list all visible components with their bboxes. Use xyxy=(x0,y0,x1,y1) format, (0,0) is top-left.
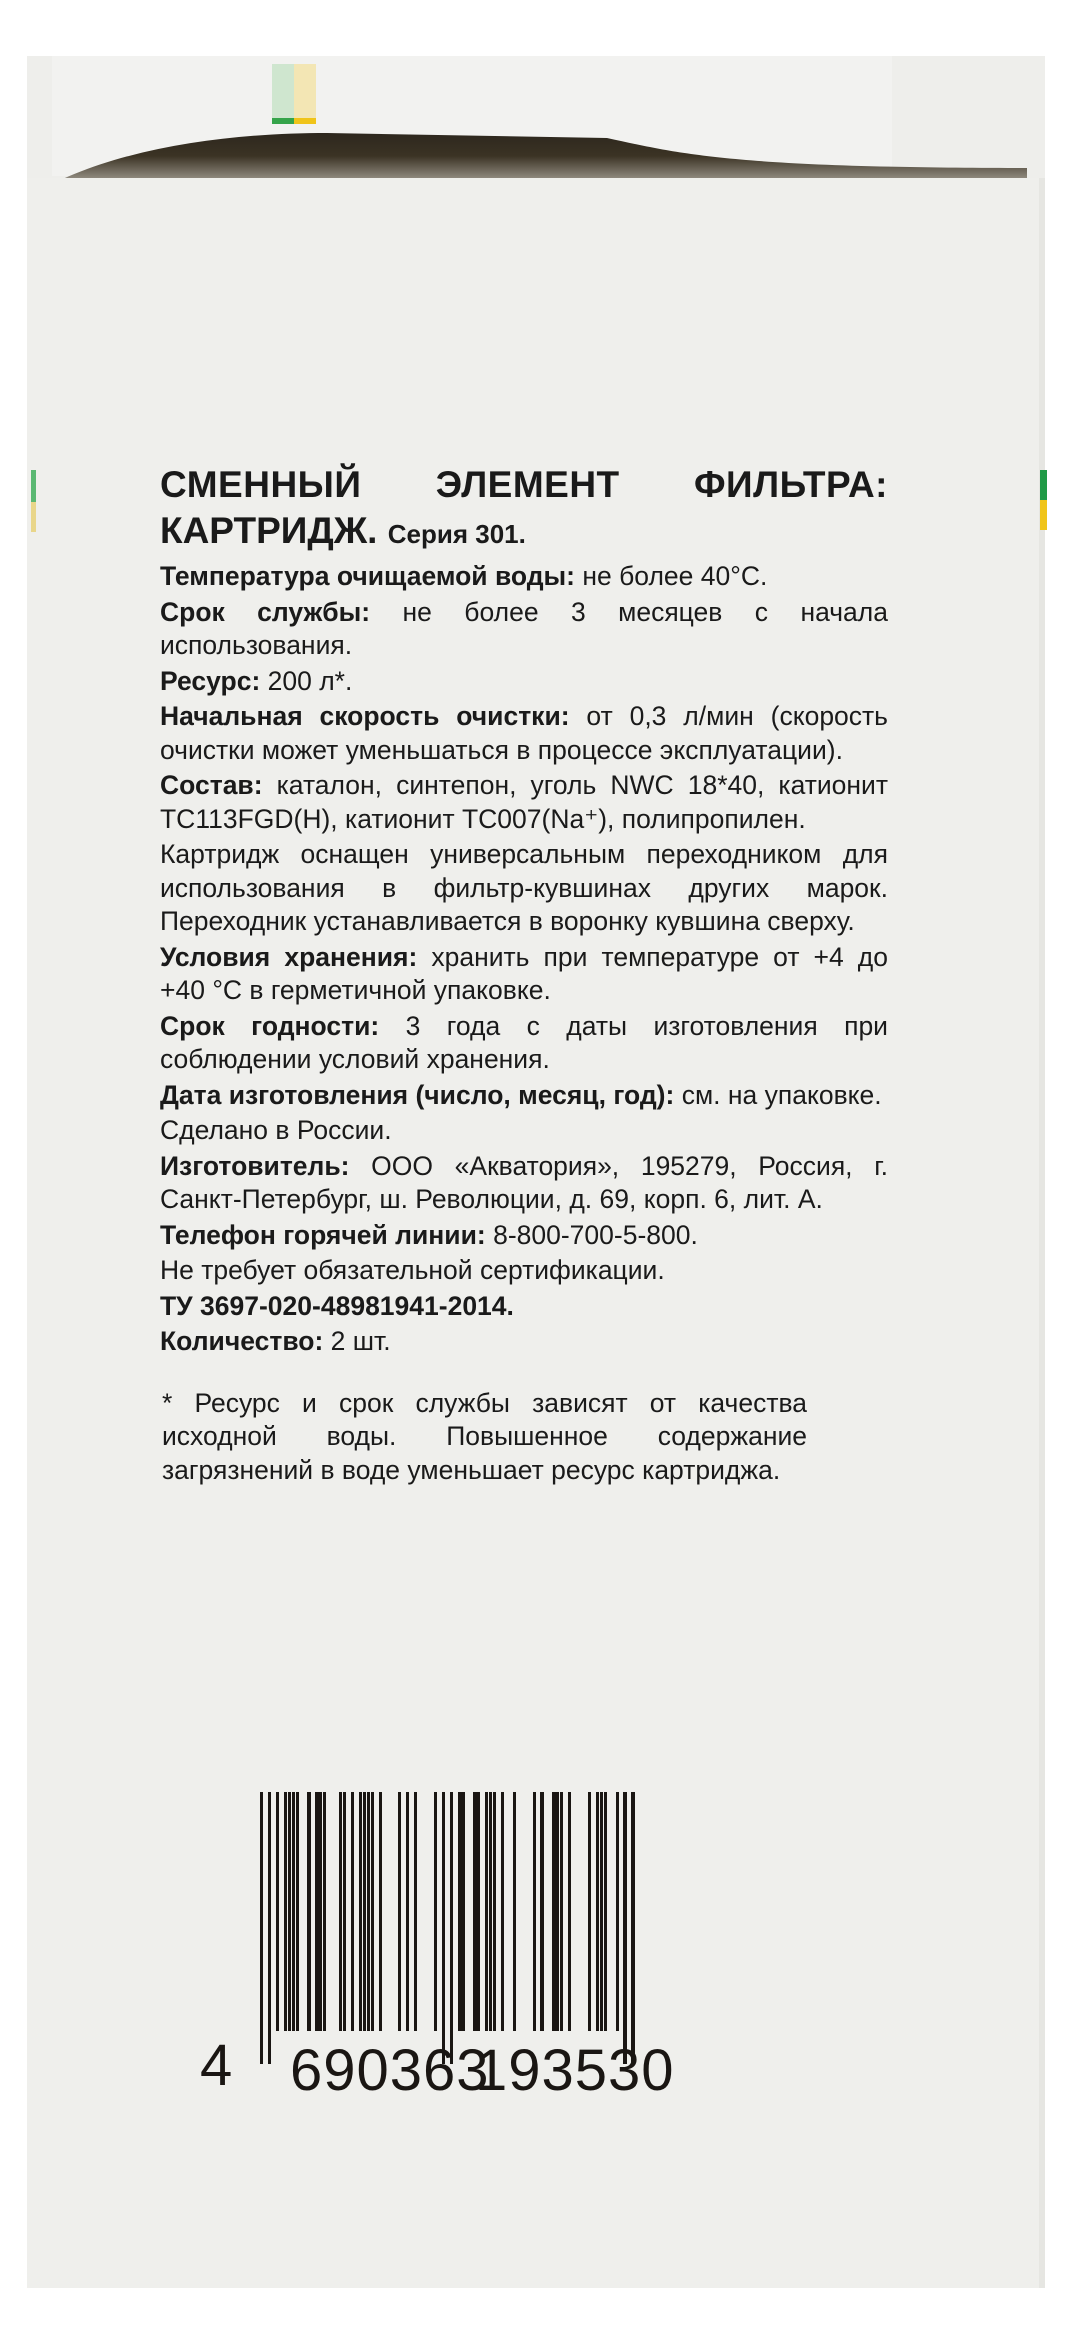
barcode-bar xyxy=(604,1792,607,2031)
barcode-left-group: 690363 xyxy=(290,2038,490,2103)
barcode-bar xyxy=(596,1792,599,2031)
barcode-bar xyxy=(588,1792,591,2031)
barcode-bar xyxy=(473,1792,476,2031)
product-series: Серия 301. xyxy=(387,519,526,549)
barcode-bar xyxy=(398,1792,401,2031)
spec-item xyxy=(160,769,888,836)
spec-label: Начальная скорость очистки: xyxy=(160,701,570,731)
barcode-bar xyxy=(568,1792,571,2031)
barcode-bar xyxy=(296,1792,299,2031)
spec-item xyxy=(160,1010,888,1077)
barcode-bar xyxy=(600,1792,603,2031)
barcode-bar xyxy=(363,1792,366,2031)
spec-value: 2 шт. xyxy=(323,1326,391,1356)
barcode-bar xyxy=(379,1792,382,2031)
barcode-bar xyxy=(434,1792,437,2031)
barcode-bar xyxy=(616,1792,619,2031)
spec-label: Состав: xyxy=(160,770,263,800)
barcode-bar xyxy=(560,1792,563,2031)
left-edge-yellow-stripe xyxy=(31,502,36,532)
product-title: СМЕННЫЙ ЭЛЕМЕНТ ФИЛЬТРА: xyxy=(160,464,888,505)
spec-label: Дата изготовления (число, месяц, год): xyxy=(160,1079,675,1110)
spec-value: хранить при температуре от +4 до +40 °С в герметичной упаковке. xyxy=(160,941,889,1005)
barcode-bar xyxy=(450,1792,453,2064)
spec-item xyxy=(160,596,888,663)
spec-label: Срок годности: xyxy=(160,1010,380,1041)
lid-yellow-stripe xyxy=(294,64,316,124)
lid-yellow-stripe-edge xyxy=(294,118,316,124)
spec-value: Сделано в России. xyxy=(160,1115,392,1145)
barcode-bar xyxy=(319,1792,322,2031)
spec-list xyxy=(160,560,888,1359)
product-type: КАРТРИДЖ. xyxy=(160,510,378,551)
barcode-bar xyxy=(307,1792,310,2031)
barcode-bar xyxy=(414,1792,417,2031)
spec-label: ТУ 3697-020-48981941-2014. xyxy=(160,1290,514,1321)
spec-item xyxy=(160,700,888,767)
barcode-bar xyxy=(276,1792,279,2031)
barcode-bar xyxy=(493,1792,496,2031)
spec-label: Срок службы: xyxy=(160,596,371,627)
footnote: * Ресурс и срок службы зависят от качества исходной воды. Повышенное содержание загрязнений в воде уменьшает ресурс картриджа. xyxy=(162,1387,807,1485)
barcode-bar xyxy=(323,1792,326,2031)
barcode-bar xyxy=(406,1792,409,2031)
spec-value: 3 года с даты изготовления при соблюдении условий хранения. xyxy=(160,1010,888,1074)
barcode-bar xyxy=(284,1792,287,2031)
barcode-bar xyxy=(442,1792,445,2064)
spec-item xyxy=(160,941,888,1008)
barcode-bar xyxy=(631,1792,634,2064)
spec-item xyxy=(160,838,888,939)
spec-item xyxy=(160,1325,888,1359)
barcode-bar xyxy=(552,1792,555,2031)
barcode-bar xyxy=(461,1792,464,2031)
spec-value: Картридж оснащен универсальным переходником для использования в фильтр-кувшинах других марок. Переходник устанавливается в воронку кувшина сверху. xyxy=(160,839,888,936)
lid-green-stripe-edge xyxy=(272,118,294,124)
barcode-bar xyxy=(458,1792,461,2031)
spec-item xyxy=(160,1150,888,1217)
barcode-bar xyxy=(489,1792,492,2031)
barcode-bar xyxy=(533,1792,536,2031)
barcode-bar xyxy=(540,1792,543,2031)
barcode-bar xyxy=(556,1792,559,2031)
barcode-bar xyxy=(477,1792,480,2031)
lid-green-stripe xyxy=(272,64,294,124)
spec-label: Изготовитель: xyxy=(160,1150,350,1181)
spec-item xyxy=(160,560,888,594)
barcode-bar xyxy=(268,1792,271,2064)
product-subtitle xyxy=(160,507,888,558)
barcode-bar xyxy=(485,1792,488,2031)
spec-item xyxy=(160,1079,888,1113)
spec-value: ООО «Акватория», 195279, Россия, г. Санкт-Петербург, ш. Революции, д. 69, корп. 6, лит. А. xyxy=(160,1150,888,1214)
spec-item xyxy=(160,1254,888,1288)
right-edge-green-stripe xyxy=(1040,470,1047,500)
barcode-bar xyxy=(339,1792,342,2031)
barcode-first-digit: 4 xyxy=(200,2033,234,2098)
left-edge-green-stripe xyxy=(31,470,36,502)
barcode-bar xyxy=(623,1792,626,2064)
spec-value: 200 л*. xyxy=(260,665,353,696)
product-info-text xyxy=(160,462,888,1514)
barcode-bar xyxy=(501,1792,504,2031)
spec-label: Ресурс: xyxy=(160,665,261,696)
spec-value: от 0,3 л/мин (скорость очистки может уменьшаться в процессе эксплуатации). xyxy=(160,701,888,765)
barcode-bar xyxy=(351,1792,354,2031)
barcode-bar xyxy=(292,1792,295,2031)
right-edge-yellow-stripe xyxy=(1040,500,1047,530)
spec-label: Условия хранения: xyxy=(160,941,418,972)
barcode-bar xyxy=(288,1792,291,2031)
spec-value: не более 3 месяцев с начала использования. xyxy=(160,596,888,660)
spec-value: каталон, синтепон, уголь NWC 18*40, катионит TC113FGD(H), катионит TC007(Na⁺), полипропилен. xyxy=(160,770,888,834)
barcode-bar xyxy=(343,1792,346,2031)
ean13-barcode xyxy=(200,1792,675,2103)
barcode-bar xyxy=(513,1792,516,2031)
spec-item xyxy=(160,1219,888,1253)
spec-label: Температура очищаемой воды: xyxy=(160,561,576,591)
barcode-bar xyxy=(359,1792,362,2031)
spec-item xyxy=(160,665,888,699)
spec-value: Не требует обязательной сертификации. xyxy=(160,1255,665,1285)
spec-label: Количество: xyxy=(160,1326,324,1356)
spec-label: Телефон горячей линии: xyxy=(160,1219,486,1250)
spec-item xyxy=(160,1114,888,1148)
spec-item xyxy=(160,1290,888,1324)
spec-value: не более 40°C. xyxy=(575,561,768,591)
barcode-right-group: 193530 xyxy=(475,2038,675,2103)
barcode-bar xyxy=(371,1792,374,2031)
barcode-bar xyxy=(260,1792,263,2064)
spec-value: 8-800-700-5-800. xyxy=(485,1219,698,1250)
spec-value: см. на упаковке. xyxy=(674,1079,882,1110)
barcode-bar xyxy=(367,1792,370,2031)
barcode-bar xyxy=(315,1792,318,2031)
